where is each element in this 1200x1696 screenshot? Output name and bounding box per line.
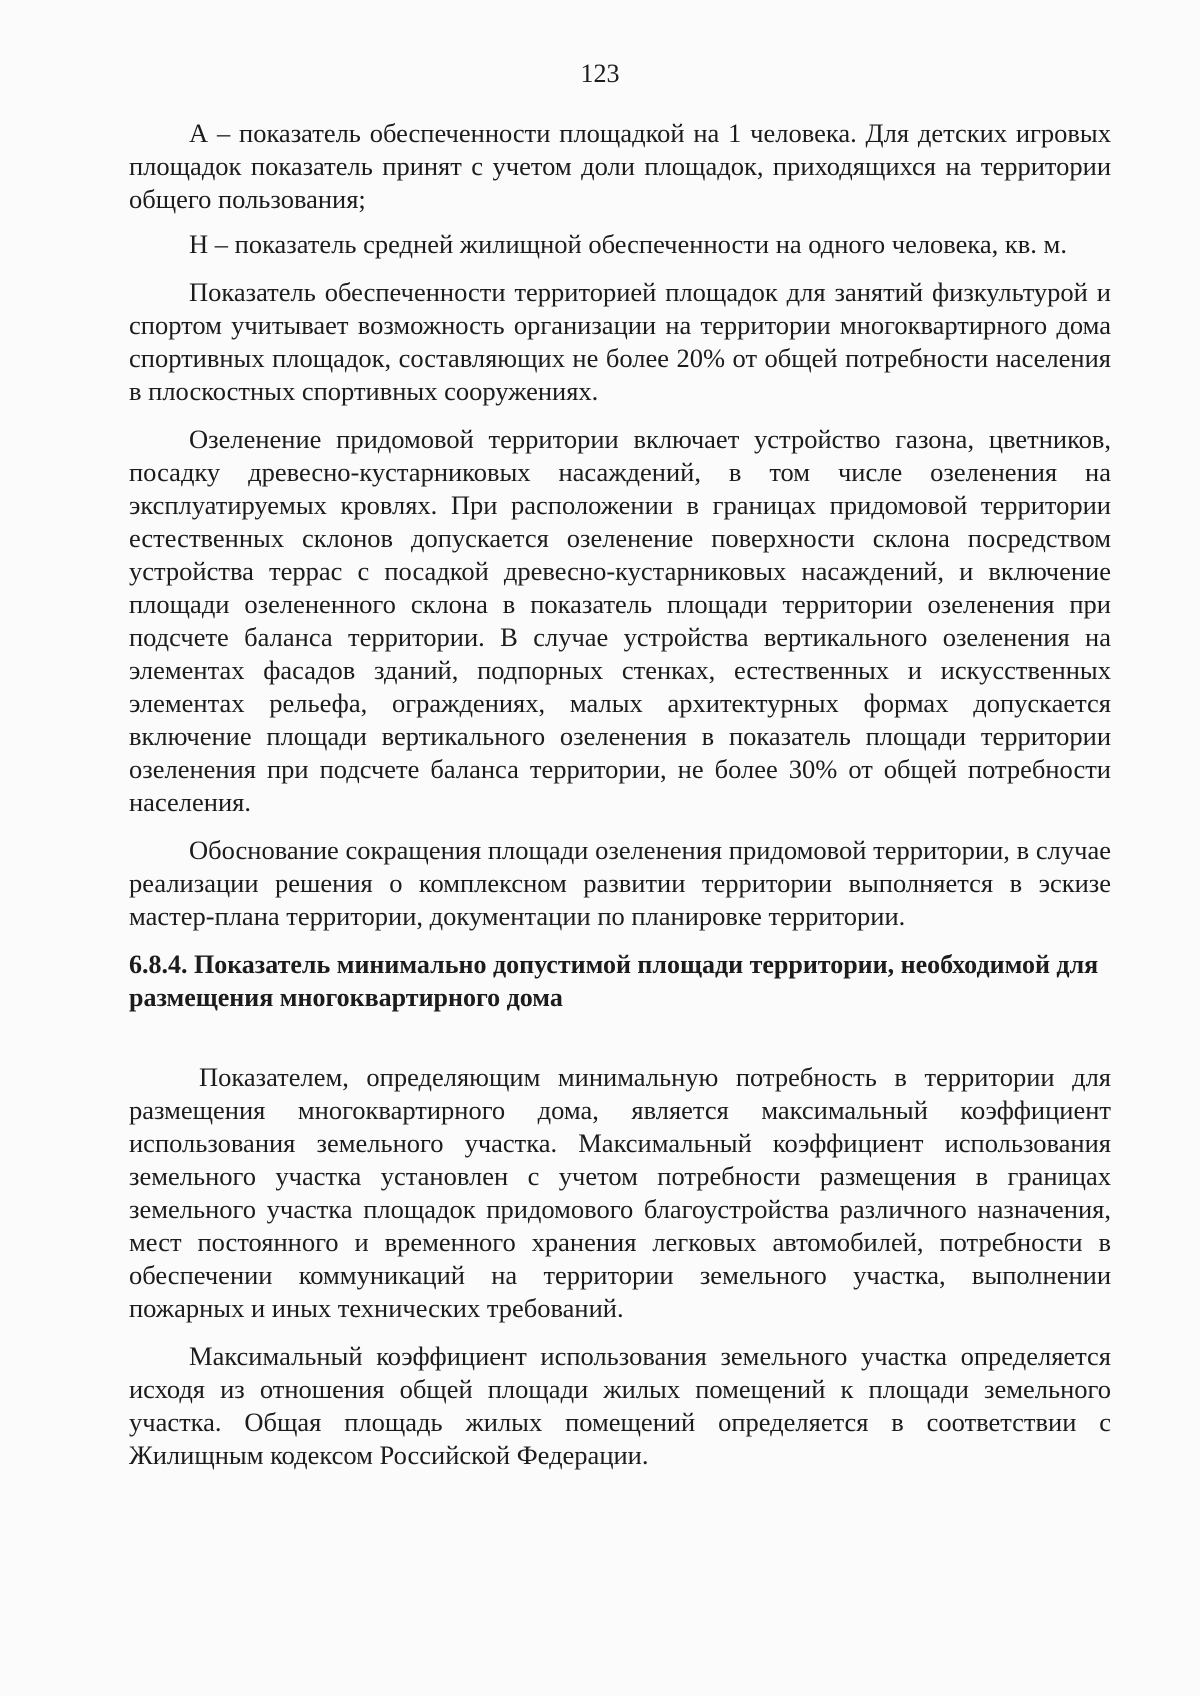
paragraph-ratio-definition: Максимальный коэффициент использования земельного участка определяется исходя из отношения общей площади жилых помещений к площади земельного участка. Общая площадь жилых помещений определяется в соответствии с Жилищным кодексом Российской Федерации. (129, 1341, 1111, 1470)
section-heading: 6.8.4. Показатель минимально допустимой площади территории, необходимой для размещения многоквартирного дома (129, 950, 1099, 1012)
paragraph-land-use-ratio: Показателем, определяющим минимальную потребность в территории для размещения многоквартирного дома, является максимальный коэффициент использования земельного участка. Максимальный коэффициент использования земельного участка установлен с учетом потребности размещения в границах земельного участка площадок придомового благоустройства различного назначения, мест постоянного и временного хранения легковых автомобилей, потребности в обеспечении коммуникаций на территории земельного участка, выполнении пожарных и иных технических требований. (129, 1062, 1111, 1323)
paragraph-landscaping: Озеленение придомовой территории включает устройство газона, цветников, посадку древесно-кустарниковых насаждений, в том числе озеленения на эксплуатируемых кровлях. При расположении в границах придомовой территории естественных склонов допускается озеленение поверхности склона посредством устройства террас с посадкой древесно-кустарниковых насаждений, и включение площади озелененного склона в показатель площади территории озеленения при подсчете баланса территории. В случае устройства вертикального озеленения на элементах фасадов зданий, подпорных стенках, естественных и искусственных элементах рельефа, ограждениях, малых архитектурных формах допускается включение площади вертикального озеленения в показатель площади территории озеленения при подсчете баланса территории, не более 30% от общей потребности населения. (129, 424, 1111, 817)
page-number: 123 (580, 59, 620, 88)
paragraph-sports-grounds: Показатель обеспеченности территорией площадок для занятий физкультурой и спортом учитывает возможность организации на территории многоквартирного дома спортивных площадок, составляющих не более 20% от общей потребности населения в плоскостных спортивных сооружениях. (129, 277, 1111, 406)
paragraph-a-definition: А – показатель обеспеченности площадкой на 1 человека. Для детских игровых площадок показатель принят с учетом доли площадок, приходящихся на территории общего пользования; (129, 118, 1111, 214)
page-content (129, 117, 1111, 1487)
paragraph-h-definition: Н – показатель средней жилищной обеспеченности на одного человека, кв. м. (189, 229, 1067, 259)
paragraph-landscaping-reduction: Обоснование сокращения площади озеленения придомовой территории, в случае реализации решения о комплексном развитии территории выполняется в эскизе мастер-плана территории, документации по планировке территории. (129, 835, 1111, 931)
